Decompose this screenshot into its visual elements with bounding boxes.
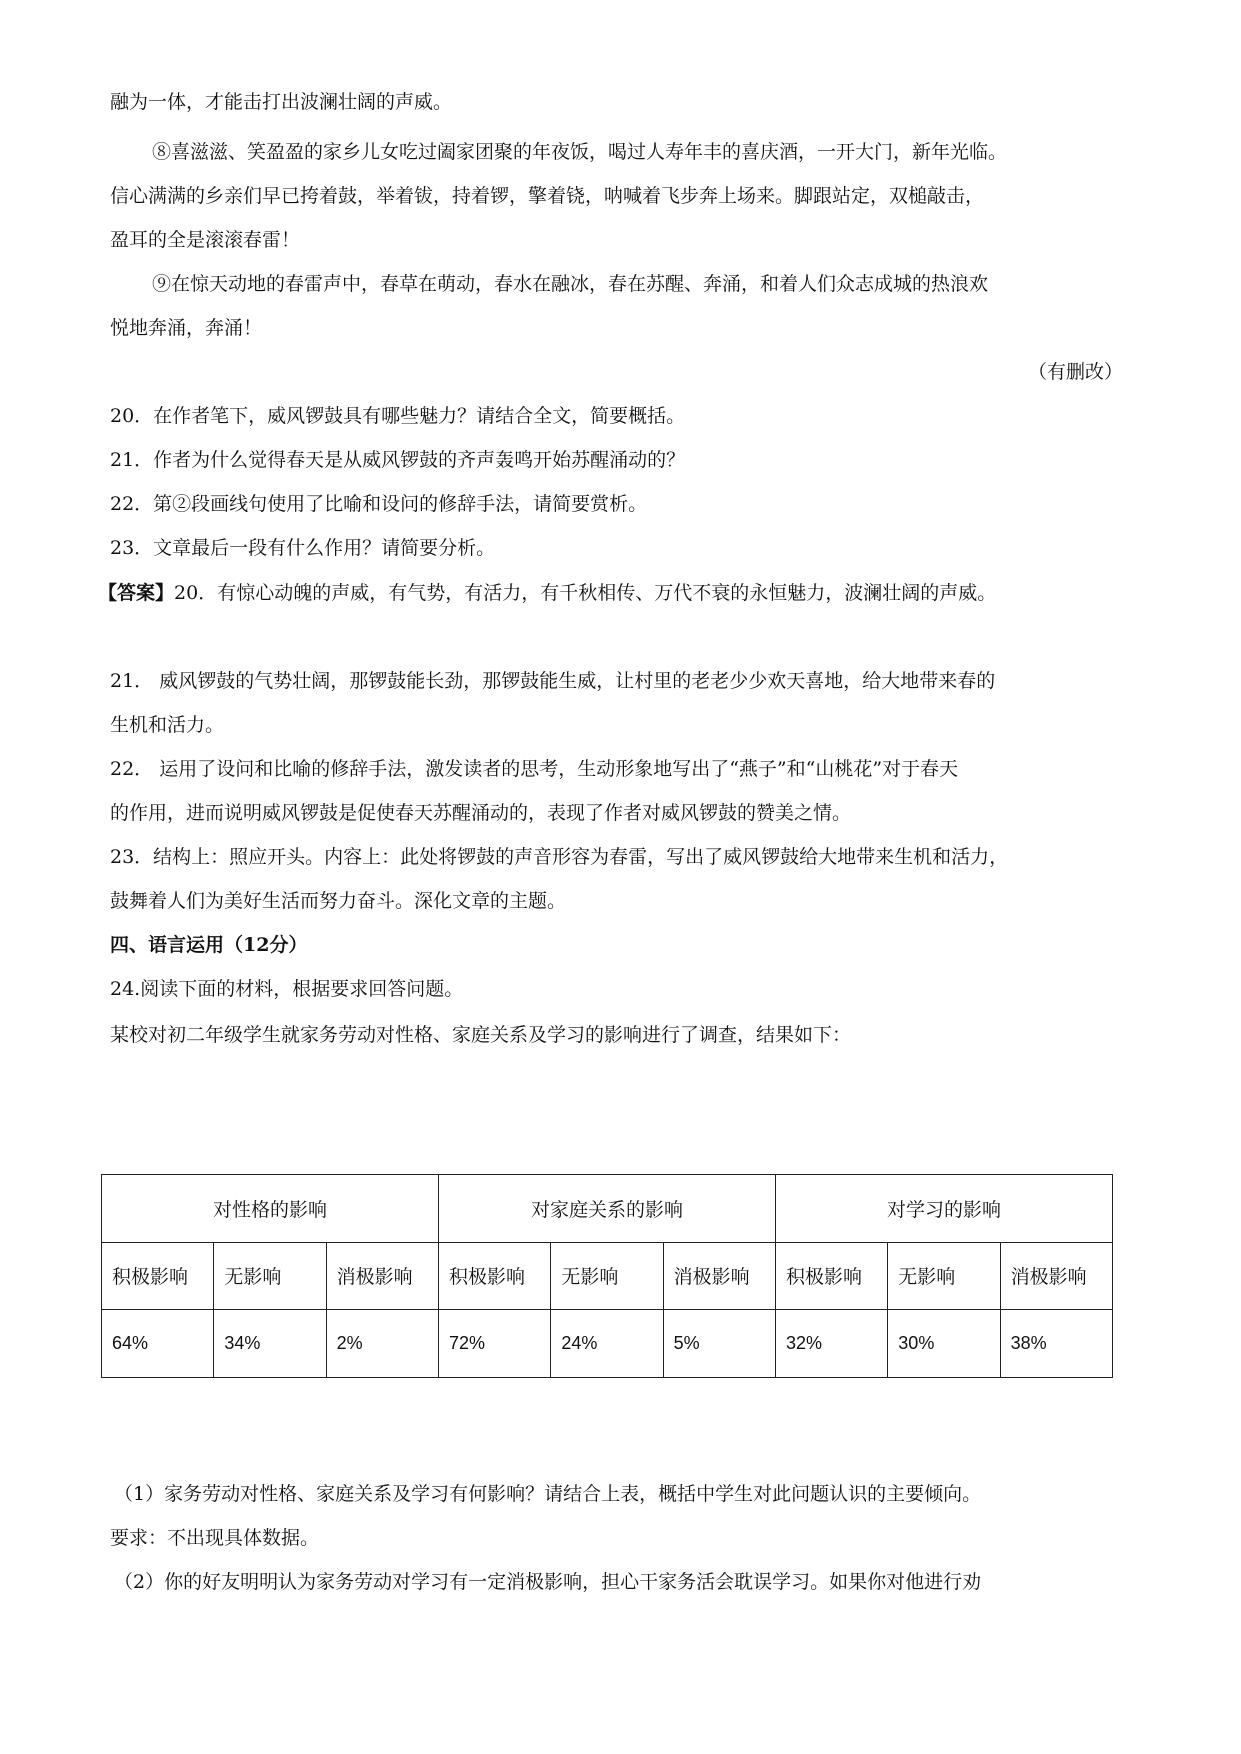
section-heading: 四、语言运用（12分） xyxy=(110,934,308,956)
subquestion-1-requirement: 要求：不出现具体数据。 xyxy=(110,1527,320,1549)
group-header: 对家庭关系的影响 xyxy=(438,1175,775,1243)
answer-23-line-2: 鼓舞着人们为美好生活而努力奋斗。深化文章的主题。 xyxy=(110,890,567,912)
source-note: （有删改） xyxy=(1027,361,1123,383)
answer-21-line-1: 21． 威风锣鼓的气势壮阔，那锣鼓能长劲，那锣鼓能生威，让村里的老老少少欢天喜地，给大地带来春的 xyxy=(110,670,996,692)
answer-label: 【答案】 xyxy=(98,582,175,604)
answer-21-line-2: 生机和活力。 xyxy=(110,714,225,736)
survey-intro: 某校对初二年级学生就家务劳动对性格、家庭关系及学习的影响进行了调查，结果如下： xyxy=(110,1024,852,1046)
table-group-header-row xyxy=(102,1175,1113,1243)
value-cell: 32% xyxy=(775,1310,887,1378)
question-20: 20．在作者笔下，威风锣鼓具有哪些魅力？请结合全文，简要概括。 xyxy=(110,405,686,427)
value-cell: 64% xyxy=(102,1310,214,1378)
question-23: 23．文章最后一段有什么作用？请简要分析。 xyxy=(110,537,496,559)
paragraph-9-line-1: ⑨在惊天动地的春雷声中，春草在萌动，春水在融冰，春在苏醒、奔涌，和着人们众志成城的热浪欢 xyxy=(152,273,989,295)
table-row xyxy=(102,1310,1113,1378)
paragraph-8-line-3: 盈耳的全是滚滚春雷！ xyxy=(110,229,301,251)
answer-22-line-2: 的作用，进而说明威风锣鼓是促使春天苏醒涌动的，表现了作者对威风锣鼓的赞美之情。 xyxy=(110,802,852,824)
value-cell: 2% xyxy=(326,1310,438,1378)
answer-20 xyxy=(98,580,996,606)
subheader-cell: 消极影响 xyxy=(663,1242,775,1310)
paragraph-8-line-1: ⑧喜滋滋、笑盈盈的家乡儿女吃过阖家团聚的年夜饭，喝过人寿年丰的喜庆酒，一开大门，新年光临。 xyxy=(152,141,1008,163)
group-header: 对性格的影响 xyxy=(102,1175,439,1243)
value-cell: 30% xyxy=(888,1310,1000,1378)
subheader-cell: 消极影响 xyxy=(1000,1242,1112,1310)
value-cell: 38% xyxy=(1000,1310,1112,1378)
paragraph-9-line-2: 悦地奔涌，奔涌！ xyxy=(110,317,263,339)
value-cell: 5% xyxy=(663,1310,775,1378)
question-21: 21．作者为什么觉得春天是从威风锣鼓的齐声轰鸣开始苏醒涌动的？ xyxy=(110,449,686,471)
paragraph-7-end: 融为一体，才能击打出波澜壮阔的声威。 xyxy=(110,91,453,113)
subheader-cell: 积极影响 xyxy=(102,1242,214,1310)
subheader-cell: 无影响 xyxy=(551,1242,663,1310)
subheader-cell: 无影响 xyxy=(214,1242,326,1310)
table-subheader-row xyxy=(102,1242,1113,1310)
subheader-cell: 积极影响 xyxy=(438,1242,550,1310)
subheader-cell: 无影响 xyxy=(888,1242,1000,1310)
paragraph-8-line-2: 信心满满的乡亲们早已挎着鼓，举着钹，持着锣，擎着铙，呐喊着飞步奔上场来。脚跟站定，双槌敲击， xyxy=(110,185,985,207)
answer-22-line-1: 22． 运用了设问和比喻的修辞手法，激发读者的思考，生动形象地写出了“燕子”和“山桃花”对于春天 xyxy=(110,758,959,780)
question-22: 22．第②段画线句使用了比喻和设问的修辞手法，请简要赏析。 xyxy=(110,493,648,515)
subquestion-1: （1）家务劳动对性格、家庭关系及学习有何影响？请结合上表，概括中学生对此问题认识的主要倾向。 xyxy=(114,1483,982,1505)
group-header: 对学习的影响 xyxy=(775,1175,1112,1243)
subquestion-2: （2）你的好友明明认为家务劳动对学习有一定消极影响，担心干家务活会耽误学习。如果你对他进行劝 xyxy=(114,1571,982,1593)
question-24: 24.阅读下面的材料，根据要求回答问题。 xyxy=(110,978,464,1000)
answer-20-text: 20．有惊心动魄的声威，有气势，有活力，有千秋相传、万代不衰的永恒魅力，波澜壮阔的声威。 xyxy=(174,582,997,604)
subheader-cell: 积极影响 xyxy=(775,1242,887,1310)
value-cell: 34% xyxy=(214,1310,326,1378)
answer-23-line-1: 23．结构上：照应开头。内容上：此处将锣鼓的声音形容为春雷，写出了威风锣鼓给大地带来生机和活力， xyxy=(110,846,1009,868)
value-cell: 24% xyxy=(551,1310,663,1378)
value-cell: 72% xyxy=(438,1310,550,1378)
subheader-cell: 消极影响 xyxy=(326,1242,438,1310)
survey-table xyxy=(101,1174,1113,1378)
